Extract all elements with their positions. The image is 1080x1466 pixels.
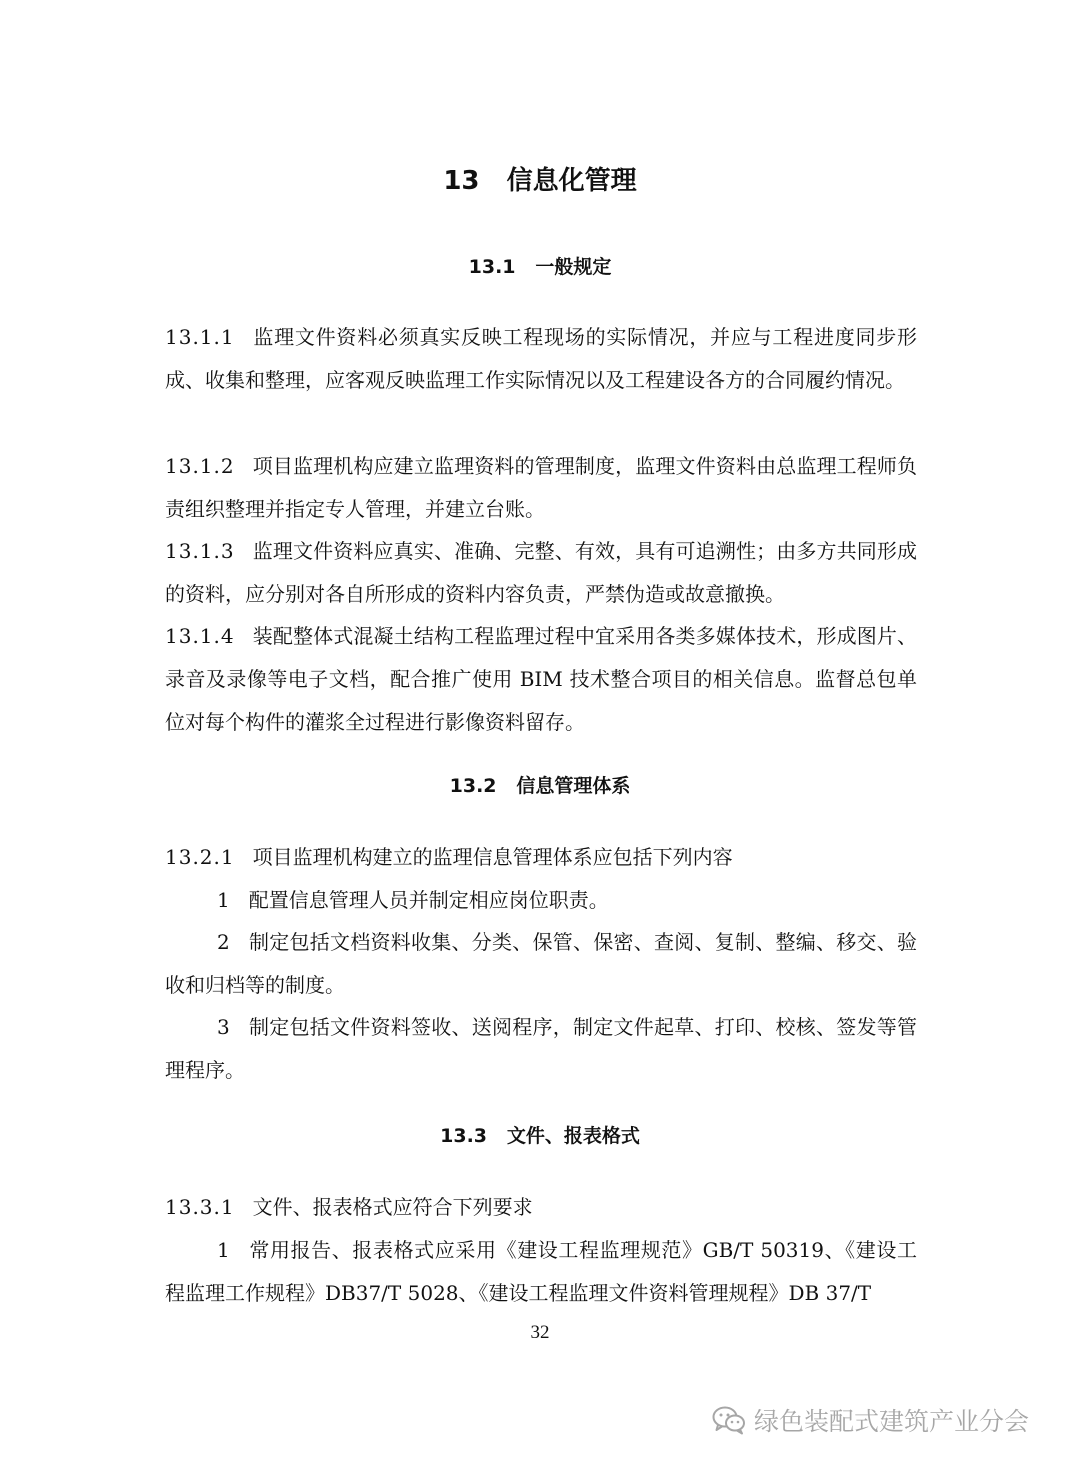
clause-text: 文件、报表格式应符合下列要求 (252, 1195, 533, 1219)
section-heading-13-3: 13.3 文件、报表格式 (440, 1125, 640, 1147)
list-item-13-3-1-1 (165, 1229, 917, 1315)
item-number: 3 (217, 1015, 231, 1039)
clause-text: 监理文件资料必须真实反映工程现场的实际情况，并应与工程进度同步形成、收集和整理，应客观反映监理工作实际情况以及工程建设各方的合同履约情况。 (165, 325, 917, 392)
clause-text: 项目监理机构应建立监理资料的管理制度，监理文件资料由总监理工程师负责组织整理并指定专人管理，并建立台账。 (165, 454, 917, 521)
page-number: 32 (530, 1322, 550, 1343)
clause-13-1-3 (165, 530, 917, 616)
list-item-13-2-1-3 (165, 1006, 917, 1092)
list-item-13-2-1-1 (165, 879, 917, 922)
clause-13-1-1 (165, 316, 917, 402)
clause-text: 装配整体式混凝土结构工程监理过程中宜采用各类多媒体技术，形成图片、录音及录像等电子文档，配合推广使用 BIM 技术整合项目的相关信息。监督总包单位对每个构件的灌浆全过程进行影像资料留存。 (165, 624, 917, 734)
item-number: 1 (217, 888, 231, 912)
clause-13-1-4 (165, 615, 917, 744)
item-number: 1 (217, 1238, 231, 1262)
clause-number: 13.1.4 (165, 624, 235, 648)
section-heading-13-1: 13.1 一般规定 (468, 256, 612, 278)
clause-13-2-1 (165, 836, 917, 879)
clause-13-3-1 (165, 1186, 917, 1229)
item-number: 2 (217, 930, 231, 954)
clause-text: 项目监理机构建立的监理信息管理体系应包括下列内容 (252, 845, 733, 869)
clause-text: 监理文件资料应真实、准确、完整、有效，具有可追溯性；由多方共同形成的资料，应分别对各自所形成的资料内容负责，严禁伪造或故意撤换。 (165, 539, 917, 606)
watermark-text: 绿色装配式建筑产业分会 (754, 1407, 1030, 1436)
item-text: 常用报告、报表格式应采用《建设工程监理规范》GB/T 50319、《建设工程监理工作规程》DB37/T 5028、《建设工程监理文件资料管理规程》DB 37/T (165, 1238, 917, 1305)
list-item-13-2-1-2 (165, 921, 917, 1007)
clause-number: 13.1.2 (165, 454, 235, 478)
clause-13-1-2 (165, 445, 917, 531)
clause-number: 13.1.3 (165, 539, 235, 563)
chapter-title: 13 信息化管理 (443, 166, 637, 196)
watermark (712, 1398, 1029, 1442)
item-text: 配置信息管理人员并制定相应岗位职责。 (248, 888, 609, 912)
clause-number: 13.2.1 (165, 845, 235, 869)
clause-number: 13.1.1 (165, 325, 235, 349)
item-text: 制定包括文档资料收集、分类、保管、保密、查阅、复制、整编、移交、验收和归档等的制度。 (165, 930, 917, 997)
wechat-icon (712, 1405, 746, 1435)
item-text: 制定包括文件资料签收、送阅程序，制定文件起草、打印、校核、签发等管理程序。 (165, 1015, 917, 1082)
section-heading-13-2: 13.2 信息管理体系 (449, 775, 631, 797)
clause-number: 13.3.1 (165, 1195, 235, 1219)
